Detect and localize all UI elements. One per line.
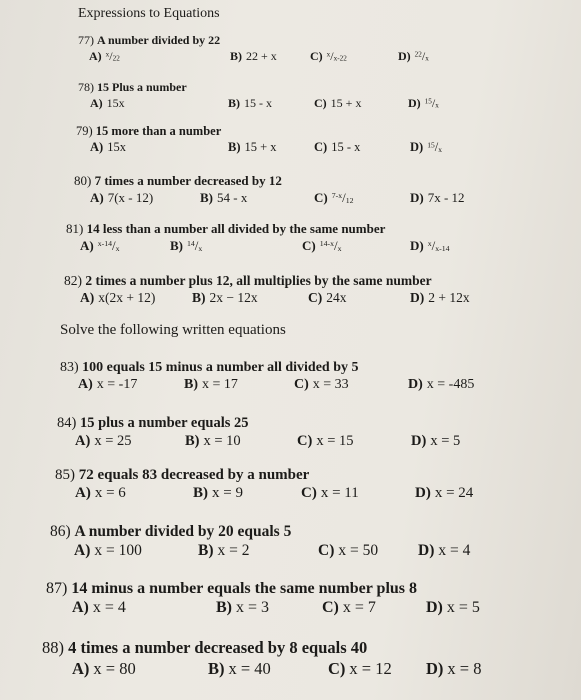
question-text: A number divided by 22 <box>97 33 221 47</box>
question-text: 15 plus a number equals 25 <box>79 415 249 431</box>
option-a[interactable]: A) 7(x - 12) <box>90 190 154 205</box>
option-c[interactable]: C) x = 11 <box>301 485 359 501</box>
option-b-value: x = 2 <box>217 542 250 559</box>
question-text: 100 equals 15 minus a number all divided by 5 <box>82 360 359 375</box>
option-a[interactable]: A) 15x <box>90 140 126 154</box>
option-d-value: $^{22}/_x$ <box>414 49 429 63</box>
question-number: 77) <box>78 33 94 47</box>
option-a-value: 15x <box>107 140 126 154</box>
question-number: 80) <box>74 173 92 188</box>
question-80 <box>74 173 465 208</box>
question-78 <box>78 80 439 112</box>
option-a[interactable]: A) x = -17 <box>78 377 138 392</box>
question-text: 15 Plus a number <box>97 80 187 94</box>
question-number: 81) <box>66 221 84 236</box>
option-b[interactable]: B) 15 + x <box>228 140 277 154</box>
option-a-value: 7(x - 12) <box>107 190 154 205</box>
option-b[interactable]: B) 54 - x <box>200 190 248 205</box>
option-a-value: $^{x-14}/_x$ <box>97 238 120 253</box>
option-b-value: x = 3 <box>236 599 270 616</box>
option-d-value: x = -485 <box>426 377 475 392</box>
question-text: 14 minus a number equals the same number plus 8 <box>71 580 418 597</box>
option-a-value: x = 80 <box>93 659 136 678</box>
option-d-value: x = 4 <box>438 542 471 559</box>
option-c[interactable]: C) x = 50 <box>318 542 379 559</box>
option-b[interactable]: B) 15 - x <box>228 96 272 110</box>
option-b-value: 22 + x <box>246 49 277 63</box>
option-a[interactable]: A) x = 80 <box>72 659 136 678</box>
option-b-value: 54 - x <box>217 190 248 205</box>
question-text: 72 equals 83 decreased by a number <box>78 467 310 483</box>
option-d-value: x = 5 <box>446 599 480 616</box>
question-text: 7 times a number decreased by 12 <box>94 173 282 188</box>
option-d[interactable]: D) 2 + 12x <box>410 290 470 305</box>
option-d[interactable]: D) x = 8 <box>426 659 482 678</box>
option-d[interactable]: D) $^{22}/_x$ <box>398 49 429 63</box>
question-text: 15 more than a number <box>95 124 222 138</box>
option-a[interactable]: A) x(2x + 12) <box>80 290 156 305</box>
question-text: 14 less than a number all divided by the same number <box>86 221 386 236</box>
option-a[interactable]: A) x = 25 <box>75 433 132 449</box>
option-a[interactable]: A) $^x/_{22}$ <box>89 49 120 63</box>
option-c[interactable]: C) $^x/_{x-22}$ <box>310 49 347 63</box>
question-text: 2 times a number plus 12, all multiplies by the same number <box>85 273 432 288</box>
question-number: 83) <box>60 360 79 375</box>
question-number: 78) <box>78 80 94 94</box>
question-number: 86) <box>50 523 71 540</box>
option-a-value: 15x <box>106 96 125 110</box>
option-d-value: 7x - 12 <box>427 190 465 205</box>
option-b-value: x = 17 <box>202 377 238 392</box>
question-number: 88) <box>42 638 64 657</box>
question-79 <box>76 124 442 157</box>
option-c-value: x = 11 <box>320 485 359 501</box>
option-b-value: x = 9 <box>212 485 243 501</box>
option-a-value: x = 25 <box>94 433 132 449</box>
question-81 <box>66 221 450 258</box>
question-text: A number divided by 20 equals 5 <box>74 523 292 540</box>
option-a[interactable]: A) x = 4 <box>72 599 126 616</box>
page-title: Expressions to Equations <box>78 6 220 21</box>
option-b[interactable]: B) x = 17 <box>184 377 238 392</box>
option-c[interactable]: C) $^{7-x}/_{12}$ <box>314 190 354 205</box>
option-d-value: $^{15}/_x$ <box>427 140 442 154</box>
section-heading: Solve the following written equations <box>60 322 286 338</box>
option-c-value: 24x <box>326 290 347 305</box>
option-c[interactable]: C) 24x <box>308 290 347 305</box>
question-number: 79) <box>76 124 93 138</box>
option-d[interactable]: D) x = -485 <box>408 377 475 392</box>
option-c[interactable]: C) 15 + x <box>314 96 362 110</box>
option-a-value: $^x/_{22}$ <box>105 49 120 63</box>
option-c[interactable]: C) $^{14-x}/_x$ <box>302 238 342 253</box>
option-d[interactable]: D) $^x/_{x-14}$ <box>410 238 450 253</box>
option-b[interactable]: B) x = 10 <box>185 433 241 449</box>
option-b[interactable]: B) 22 + x <box>230 49 277 63</box>
option-d[interactable]: D) x = 5 <box>411 433 461 449</box>
option-a-value: x(2x + 12) <box>98 290 156 305</box>
option-c[interactable]: C) 15 - x <box>314 140 361 154</box>
question-number: 84) <box>57 415 77 431</box>
question-number: 85) <box>55 467 75 483</box>
option-b-value: x = 10 <box>203 433 241 449</box>
option-d-value: x = 8 <box>447 659 482 678</box>
question-text: 4 times a number decreased by 8 equals 40 <box>68 638 368 657</box>
option-b[interactable]: B) 2x − 12x <box>192 290 258 305</box>
option-a[interactable]: A) 15x <box>90 96 125 110</box>
option-a-value: x = 4 <box>92 599 126 616</box>
option-c-value: $^{14-x}/_x$ <box>319 238 342 253</box>
question-88 <box>42 638 482 682</box>
option-d[interactable]: D) x = 5 <box>426 599 480 616</box>
option-b[interactable]: B) x = 9 <box>193 485 243 501</box>
option-d[interactable]: D) $^{15}/_x$ <box>410 140 442 154</box>
option-b[interactable]: B) x = 3 <box>216 599 270 616</box>
option-c-value: x = 12 <box>349 659 392 678</box>
option-c[interactable]: C) x = 33 <box>294 377 349 392</box>
option-b-value: 15 + x <box>244 140 277 154</box>
option-c[interactable]: C) x = 15 <box>297 433 354 449</box>
option-d-value: $^x/_{x-14}$ <box>427 238 450 253</box>
option-d[interactable]: D) x = 24 <box>415 485 474 501</box>
question-86 <box>50 523 471 564</box>
option-b[interactable]: B) x = 40 <box>208 659 271 678</box>
question-77 <box>78 33 429 65</box>
option-c-value: x = 7 <box>342 599 376 616</box>
question-84 <box>57 415 461 453</box>
option-b-value: x = 40 <box>228 659 271 678</box>
option-b-value: 2x − 12x <box>209 290 258 305</box>
option-c-value: 15 - x <box>331 140 361 154</box>
option-d-value: $^{15}/_x$ <box>424 96 439 110</box>
option-a-value: x = 6 <box>94 485 126 501</box>
option-d[interactable]: D) $^{15}/_x$ <box>408 96 439 110</box>
question-83 <box>60 360 475 396</box>
option-c-value: $^x/_{x-22}$ <box>326 49 347 63</box>
option-b[interactable]: B) x = 2 <box>198 542 250 559</box>
option-b-value: $^{14}/_x$ <box>187 238 203 253</box>
question-number: 87) <box>46 580 68 597</box>
question-85 <box>55 467 474 506</box>
option-d[interactable]: D) 7x - 12 <box>410 190 465 205</box>
option-a-value: x = -17 <box>96 377 138 392</box>
option-a[interactable]: A) $^{x-14}/_x$ <box>80 238 120 253</box>
question-87 <box>46 580 480 621</box>
option-b-value: 15 - x <box>244 96 272 110</box>
option-d-value: x = 5 <box>430 433 461 449</box>
option-a[interactable]: A) x = 100 <box>74 542 142 559</box>
option-b[interactable]: B) $^{14}/_x$ <box>170 238 203 253</box>
option-c-value: x = 15 <box>316 433 354 449</box>
option-a[interactable]: A) x = 6 <box>75 485 126 501</box>
option-c-value: x = 50 <box>338 542 379 559</box>
option-d-value: x = 24 <box>434 485 474 501</box>
option-c[interactable]: C) x = 7 <box>322 599 376 616</box>
option-a-value: x = 100 <box>94 542 142 559</box>
option-d[interactable]: D) x = 4 <box>418 542 471 559</box>
question-82 <box>64 273 470 308</box>
option-d-value: 2 + 12x <box>428 290 470 305</box>
option-c-value: $^{7-x}/_{12}$ <box>331 190 354 205</box>
option-c-value: 15 + x <box>330 96 362 110</box>
option-c[interactable]: C) x = 12 <box>328 659 392 678</box>
question-number: 82) <box>64 273 82 288</box>
option-c-value: x = 33 <box>312 377 349 392</box>
